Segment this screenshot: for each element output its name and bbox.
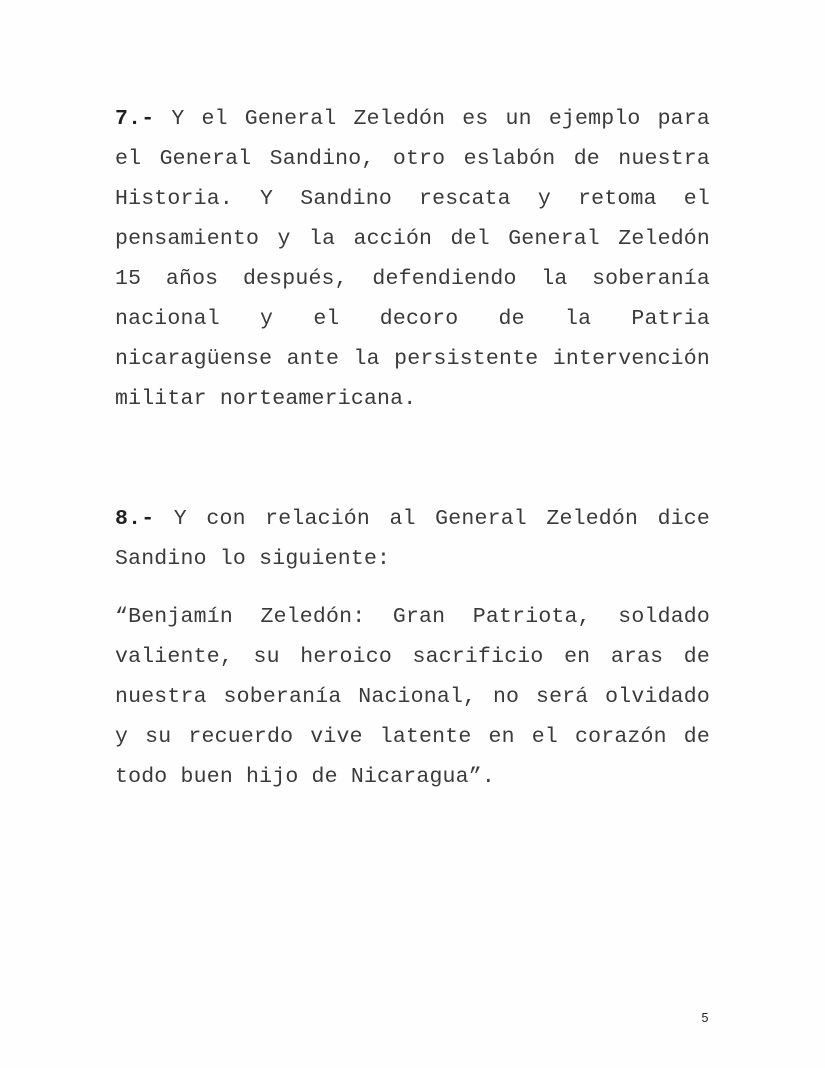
paragraph-number-8: 8.- bbox=[115, 507, 155, 531]
paragraph-8-text: Y con relación al General Zeledón dice Sandino lo siguiente: bbox=[115, 507, 710, 571]
sandino-quote bbox=[115, 597, 710, 797]
paragraph-7-text: Y el General Zeledón es un ejemplo para el General Sandino, otro eslabón de nuestra Historia. Y Sandino rescata y retoma el pensamiento y la acción del General Zeledón 15 años después, defendiendo la soberanía nacional y el decoro de la Patria nicaragüense ante la persistente intervención militar norteamericana. bbox=[115, 107, 710, 411]
paragraph-7 bbox=[115, 99, 710, 419]
page-number: 5 bbox=[701, 1011, 709, 1025]
quote-text: “Benjamín Zeledón: Gran Patriota, soldado valiente, su heroico sacrificio en aras de nuestra soberanía Nacional, no será olvidado y su recuerdo vive latente en el corazón de todo buen hijo de Nicaragua”. bbox=[115, 605, 710, 789]
paragraph-8 bbox=[115, 499, 710, 579]
paragraph-number-7: 7.- bbox=[115, 107, 155, 131]
